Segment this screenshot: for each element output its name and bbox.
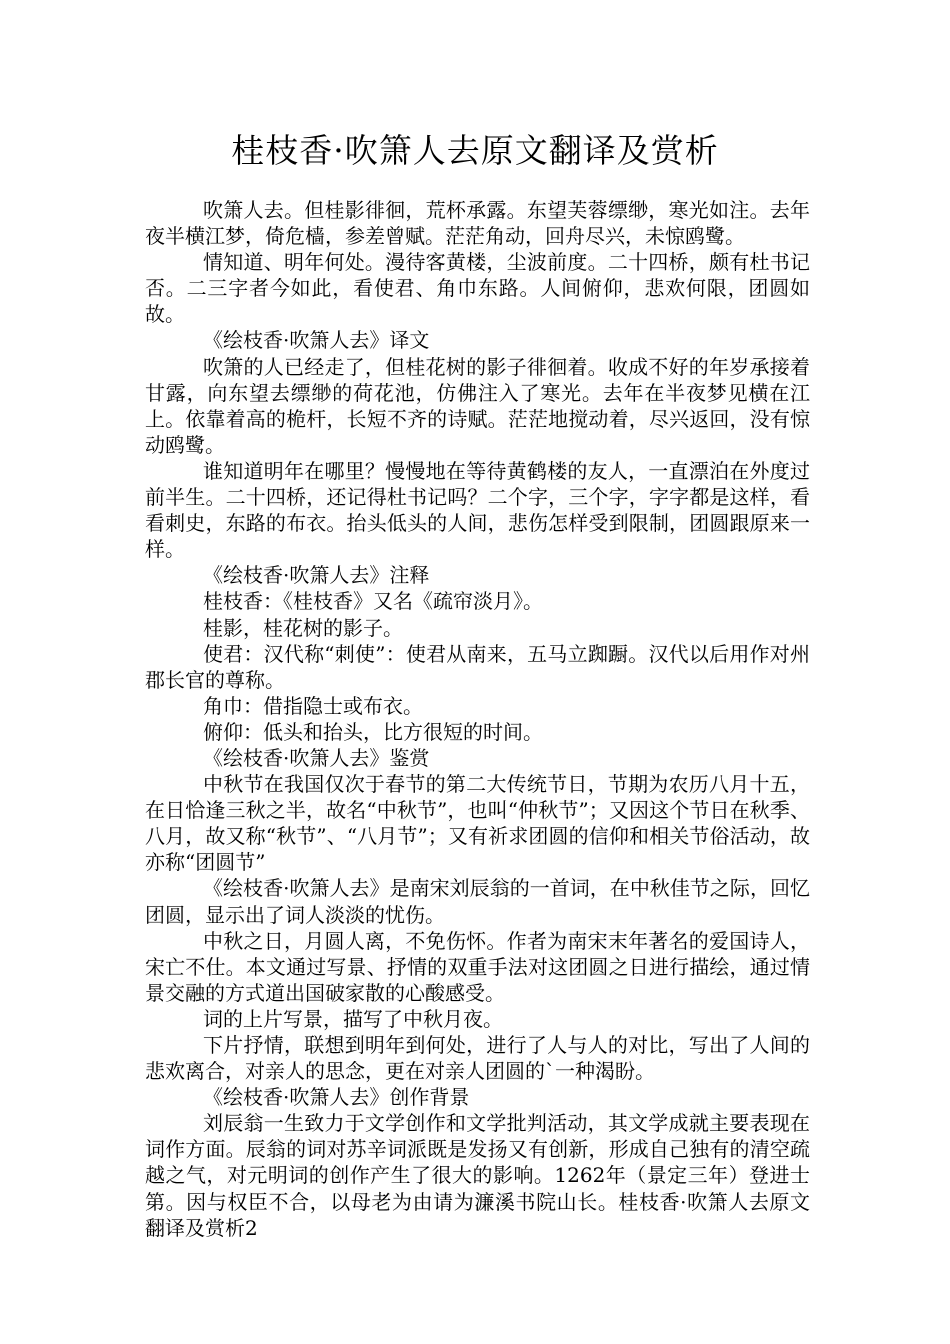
poem-lower-stanza: 情知道、明年何处。漫待客黄楼，尘波前度。二十四桥，颇有杜书记否。二三字者今如此，看使君、角巾东路。人间俯仰，悲欢何限，团圆如故。 xyxy=(145,250,810,327)
appreciation-paragraph: 词的上片写景，描写了中秋月夜。 xyxy=(203,1006,503,1031)
note-item: 角巾：借指隐士或布衣。 xyxy=(203,693,423,718)
poem-upper-stanza: 吹箫人去。但桂影徘徊，荒杯承露。东望芙蓉缥缈，寒光如注。去年夜半横江梦，倚危樯，参差曾赋。茫茫角动，回舟尽兴，未惊鸥鹭。 xyxy=(145,198,810,249)
note-item: 桂枝香：《桂枝香》又名《疏帘淡月》。 xyxy=(203,589,543,614)
appreciation-heading: 《绘枝香·吹箫人去》鉴赏 xyxy=(203,745,430,770)
note-item: 俯仰：低头和抬头，比方很短的时间。 xyxy=(203,719,543,744)
appreciation-paragraph: 下片抒情，联想到明年到何处，进行了人与人的对比，写出了人间的悲欢离合，对亲人的思念，更在对亲人团圆的`一种渴盼。 xyxy=(145,1033,810,1084)
background-heading: 《绘枝香·吹箫人去》创作背景 xyxy=(203,1085,470,1110)
note-item: 桂影，桂花树的影子。 xyxy=(203,615,403,640)
document-body xyxy=(145,197,810,1241)
document-title: 桂枝香·吹箫人去原文翻译及赏析 xyxy=(231,131,719,170)
appreciation-paragraph: 中秋之日，月圆人离，不免伤怀。作者为南宋末年著名的爱国诗人，宋亡不仕。本文通过写景、抒情的双重手法对这团圆之日进行描绘，通过情景交融的方式道出国破家散的心酸感受。 xyxy=(145,928,810,1005)
appreciation-paragraph: 中秋节在我国仅次于春节的第二大传统节日，节期为农历八月十五，在日恰逢三秋之半，故名“中秋节”，也叫“仲秋节”；又因这个节日在秋季、八月，故又称“秋节”、“八月节”；又有祈求团圆的信仰和相关节俗活动，故亦称“团圆节” xyxy=(145,772,810,875)
background-paragraph: 刘辰翁一生致力于文学创作和文学批判活动，其文学成就主要表现在词作方面。辰翁的词对苏辛词派既是发扬又有创新，形成自己独有的清空疏越之气，对元明词的创作产生了很大的影响。1262年（景定三年）登进士第。因与权臣不合，以母老为由请为濂溪书院山长。桂枝香·吹箫人去原文翻译及赏析2 xyxy=(145,1111,810,1240)
translation-paragraph: 吹箫的人已经走了，但桂花树的影子徘徊着。收成不好的年岁承接着甘露，向东望去缥缈的荷花池，仿佛注入了寒光。去年在半夜梦见横在江上。依靠着高的桅杆，长短不齐的诗赋。茫茫地搅动着，尽兴返回，没有惊动鸥鹭。 xyxy=(145,354,810,457)
translation-paragraph: 谁知道明年在哪里？慢慢地在等待黄鹤楼的友人，一直漂泊在外度过前半生。二十四桥，还记得杜书记吗？二个字，三个字，字字都是这样，看看刺史，东路的布衣。抬头低头的人间，悲伤怎样受到限制，团圆跟原来一样。 xyxy=(145,458,810,562)
translation-heading: 《绘枝香·吹箫人去》译文 xyxy=(203,328,430,353)
appreciation-paragraph: 《绘枝香·吹箫人去》是南宋刘辰翁的一首词，在中秋佳节之际，回忆团圆，显示出了词人淡淡的忧伤。 xyxy=(145,876,810,927)
notes-heading: 《绘枝香·吹箫人去》注释 xyxy=(203,563,430,588)
note-item: 使君：汉代称“刺使”：使君从南来，五马立踟蹰。汉代以后用作对州郡长官的尊称。 xyxy=(145,641,810,692)
